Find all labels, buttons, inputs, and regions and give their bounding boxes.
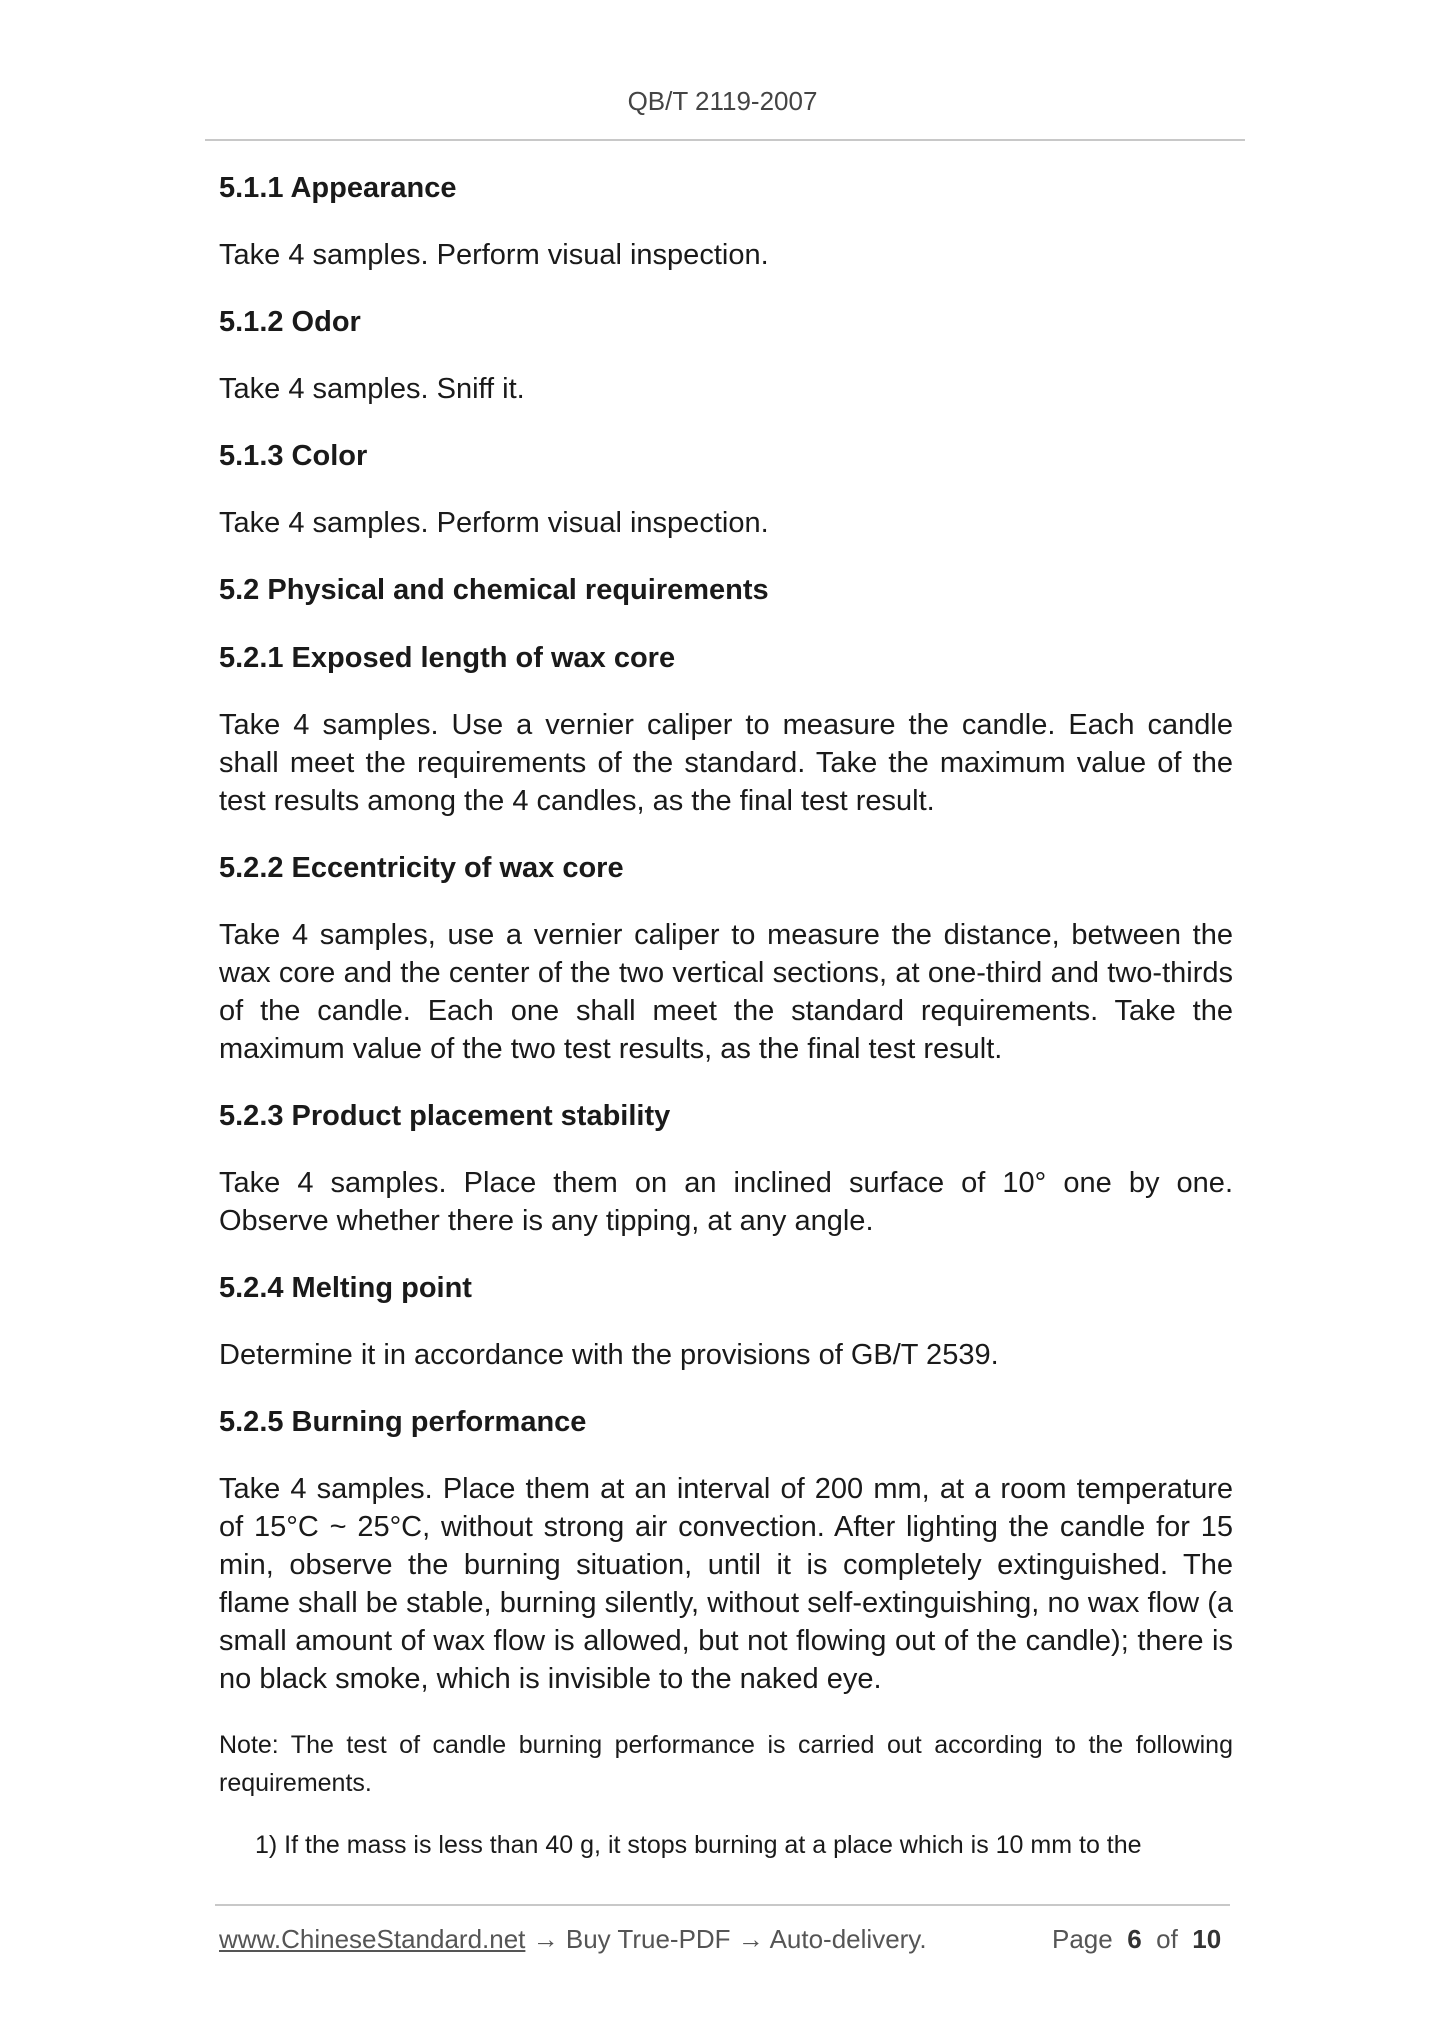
page-number: 6 <box>1127 1924 1142 1954</box>
footer-tagline: → Buy True-PDF → Auto-delivery. <box>525 1924 927 1954</box>
section-text-5-2-2: Take 4 samples, use a vernier caliper to measure the distance, between the wax core and the center of the two vertical sections, at one-third and two-thirds of the candle. Each one shall meet the standard requirements. Take the maximum value of the two test results, as the final test result. <box>219 919 1233 1065</box>
section-heading-5-2-1: 5.2.1 Exposed length of wax core <box>219 642 676 674</box>
website-link[interactable]: www.ChineseStandard.net <box>219 1924 526 1954</box>
section-heading-5-1-3: 5.1.3 Color <box>219 440 368 472</box>
section-heading-5-2-2: 5.2.2 Eccentricity of wax core <box>219 852 624 884</box>
footer-divider <box>215 1904 1230 1906</box>
note-text: Note: The test of candle burning performance is carried out according to the following requirements. <box>219 1731 1233 1797</box>
of-label: of <box>1156 1924 1178 1954</box>
header-divider <box>205 139 1245 141</box>
page-indicator <box>1052 1924 1221 1955</box>
section-text-5-2-4: Determine it in accordance with the provisions of GB/T 2539. <box>219 1339 999 1371</box>
section-heading-5-1-1: 5.1.1 Appearance <box>219 172 457 204</box>
section-text-5-2-5: Take 4 samples. Place them at an interval of 200 mm, at a room temperature of 15°C ~ 25°C, without strong air convection. After lighting the candle for 15 min, observe the burning situation, until it is completely extinguished. The flame shall be stable, burning silently, without self-extinguishing, no wax flow (a small amount of wax flow is allowed, but not flowing out of the candle); there is no black smoke, which is invisible to the naked eye. <box>219 1473 1233 1695</box>
section-heading-5-2-3: 5.2.3 Product placement stability <box>219 1100 671 1132</box>
footer-promo <box>219 1924 927 1955</box>
section-heading-5-1-2: 5.1.2 Odor <box>219 306 361 338</box>
section-text-5-1-2: Take 4 samples. Sniff it. <box>219 373 525 405</box>
page-total: 10 <box>1192 1924 1222 1954</box>
section-heading-5-2-5: 5.2.5 Burning performance <box>219 1406 587 1438</box>
document-header: QB/T 2119-2007 <box>627 86 818 116</box>
section-heading-5-2-4: 5.2.4 Melting point <box>219 1272 472 1304</box>
list-item: 1) If the mass is less than 40 g, it stops burning at a place which is 10 mm to the <box>255 1831 1142 1859</box>
page-label: Page <box>1052 1924 1113 1954</box>
section-text-5-2-1: Take 4 samples. Use a vernier caliper to measure the candle. Each candle shall meet the requirements of the standard. Take the maximum value of the test results among the 4 candles, as the final test result. <box>219 709 1233 817</box>
section-text-5-1-3: Take 4 samples. Perform visual inspection. <box>219 507 769 539</box>
section-text-5-1-1: Take 4 samples. Perform visual inspection. <box>219 239 769 271</box>
section-heading-5-2: 5.2 Physical and chemical requirements <box>219 574 769 606</box>
section-text-5-2-3: Take 4 samples. Place them on an inclined surface of 10° one by one. Observe whether there is any tipping, at any angle. <box>219 1167 1233 1237</box>
document-body <box>219 168 1233 1864</box>
